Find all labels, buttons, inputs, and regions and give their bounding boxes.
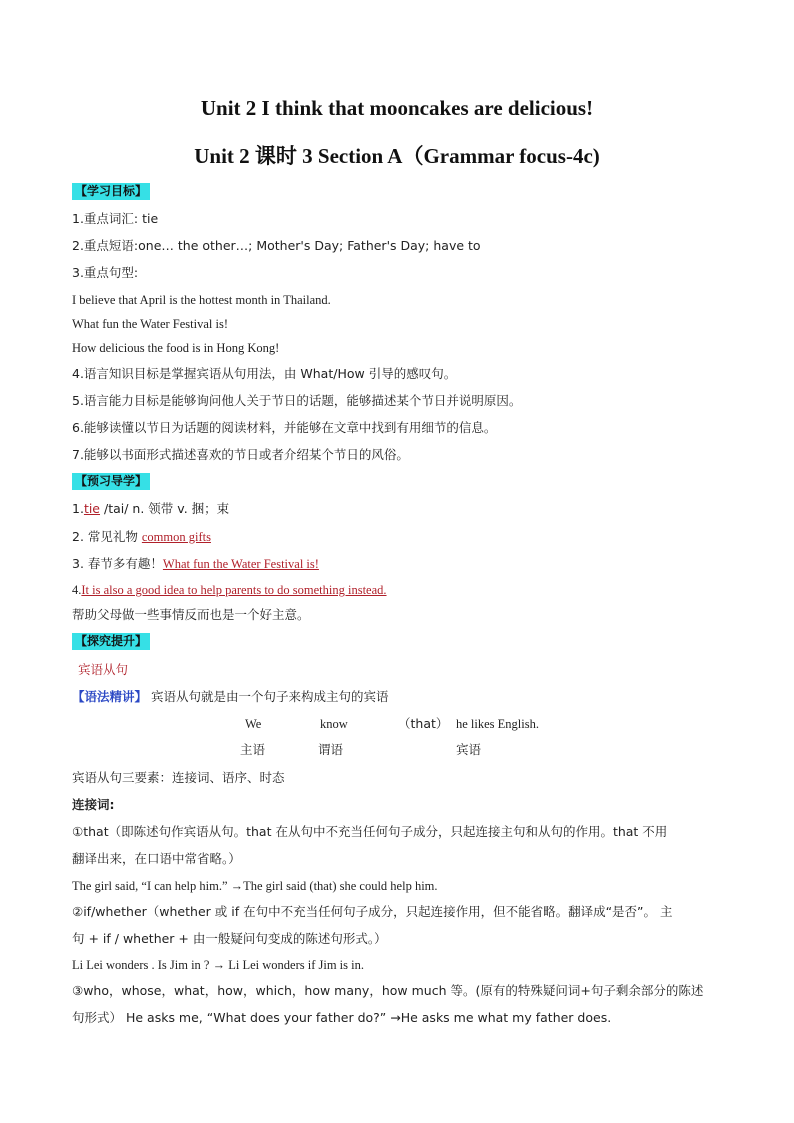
grammar-text: 宾语从句就是由一个句子来构成主句的宾语 (147, 689, 389, 704)
connective-2-line-a: ②if/whether（whether 或 if 在句中不充当任何句子成分，只起连接作用，但不能省略。翻译成“是否”。 主 (72, 904, 673, 919)
unit-title: Unit 2 I think that mooncakes are delicious! (200, 96, 594, 120)
connective-1-line-a: ①that（即陈述句作宾语从句。that 在从句中不充当任何句子成分，只起连接主句和从句的作用。that 不用 (72, 824, 668, 839)
example-know: know (320, 717, 348, 731)
preview-item-3-label: 3. 春节多有趣！ (72, 556, 163, 571)
goal-line-7: 7.能够以书面形式描述喜欢的节日或者介绍某个节日的风俗。 (72, 447, 409, 462)
label-object: 宾语 (456, 742, 482, 757)
preview-item-3 (72, 555, 319, 573)
connective-3-line-b: 句形式） He asks me, “What does your father do?” →He asks me what my father does. (72, 1010, 612, 1025)
grammar-explanation (72, 688, 389, 706)
connective-2-example: Li Lei wonders . Is Jim in ? → Li Lei wonders if Jim is in. (72, 958, 364, 972)
goal-line-5: 5.语言能力目标是能够询问他人关于节日的话题，能够描述某个节日并说明原因。 (72, 393, 522, 408)
key-sentence-1: I believe that April is the hottest month in Thailand. (72, 293, 331, 307)
connective-1-line-b: 翻译出来，在口语中常省略。） (72, 851, 241, 866)
connective-2-line-b: 句 + if / whether + 由一般疑问句变成的陈述句形式。） (72, 931, 387, 946)
label-predicate: 谓语 (318, 742, 344, 757)
preview-item-2-answer: common gifts (141, 530, 211, 544)
connectives-heading: 连接词: (72, 797, 115, 812)
preview-item-3-answer: What fun the Water Festival is! (162, 557, 319, 571)
lesson-title: Unit 2 课时 3 Section A（Grammar focus-4c) (194, 144, 600, 168)
preview-item-4 (72, 581, 387, 599)
preview-item-2 (72, 528, 211, 546)
goal-line-3: 3.重点句型: (72, 265, 139, 280)
example-clause: he likes English. (456, 717, 539, 731)
preview-item-4-num: 4. (72, 583, 82, 597)
grammar-label: 【语法精讲】 (72, 689, 148, 704)
preview-item-4-translation: 帮助父母做一些事情反而也是一个好主意。 (72, 607, 310, 622)
preview-item-2-label: 2. 常见礼物 (72, 529, 142, 544)
connective-1-example: The girl said, “I can help him.” →The girl said (that) she could help him. (72, 879, 438, 893)
preview-item-1 (72, 500, 229, 518)
goal-line-6: 6.能够读懂以节日为话题的阅读材料，并能够在文章中找到有用细节的信息。 (72, 420, 497, 435)
preview-item-4-answer: It is also a good idea to help parents to do something instead. (81, 583, 387, 597)
key-sentence-3: How delicious the food is in Hong Kong! (72, 341, 280, 355)
example-we: We (245, 717, 262, 731)
goals-tag: 【学习目标】 (72, 183, 150, 200)
label-subject: 主语 (240, 742, 266, 757)
goal-line-4: 4.语言知识目标是掌握宾语从句用法，由 What/How 引导的感叹句。 (72, 366, 457, 381)
goal-line-2: 2.重点短语:one… the other…; Mother's Day; Father's Day; have to (72, 238, 481, 253)
connective-3-line-a: ③who，whose，what，how，which，how many，how much 等。(原有的特殊疑问词+句子剩余部分的陈述 (72, 983, 704, 998)
preview-item-1-rest: /tai/ n. 领带 v. 捆；束 (100, 501, 230, 516)
key-sentence-2: What fun the Water Festival is! (72, 317, 229, 331)
preview-tag: 【预习导学】 (72, 473, 150, 490)
goal-line-1: 1.重点词汇: tie (72, 211, 159, 226)
topic-label: 宾语从句 (78, 662, 129, 677)
example-that: （that） (398, 716, 449, 731)
preview-item-1-num: 1. (72, 501, 84, 516)
three-elements: 宾语从句三要素：连接词、语序、时态 (72, 770, 285, 785)
preview-item-1-word: tie (83, 501, 101, 516)
explore-tag: 【探究提升】 (72, 633, 150, 650)
